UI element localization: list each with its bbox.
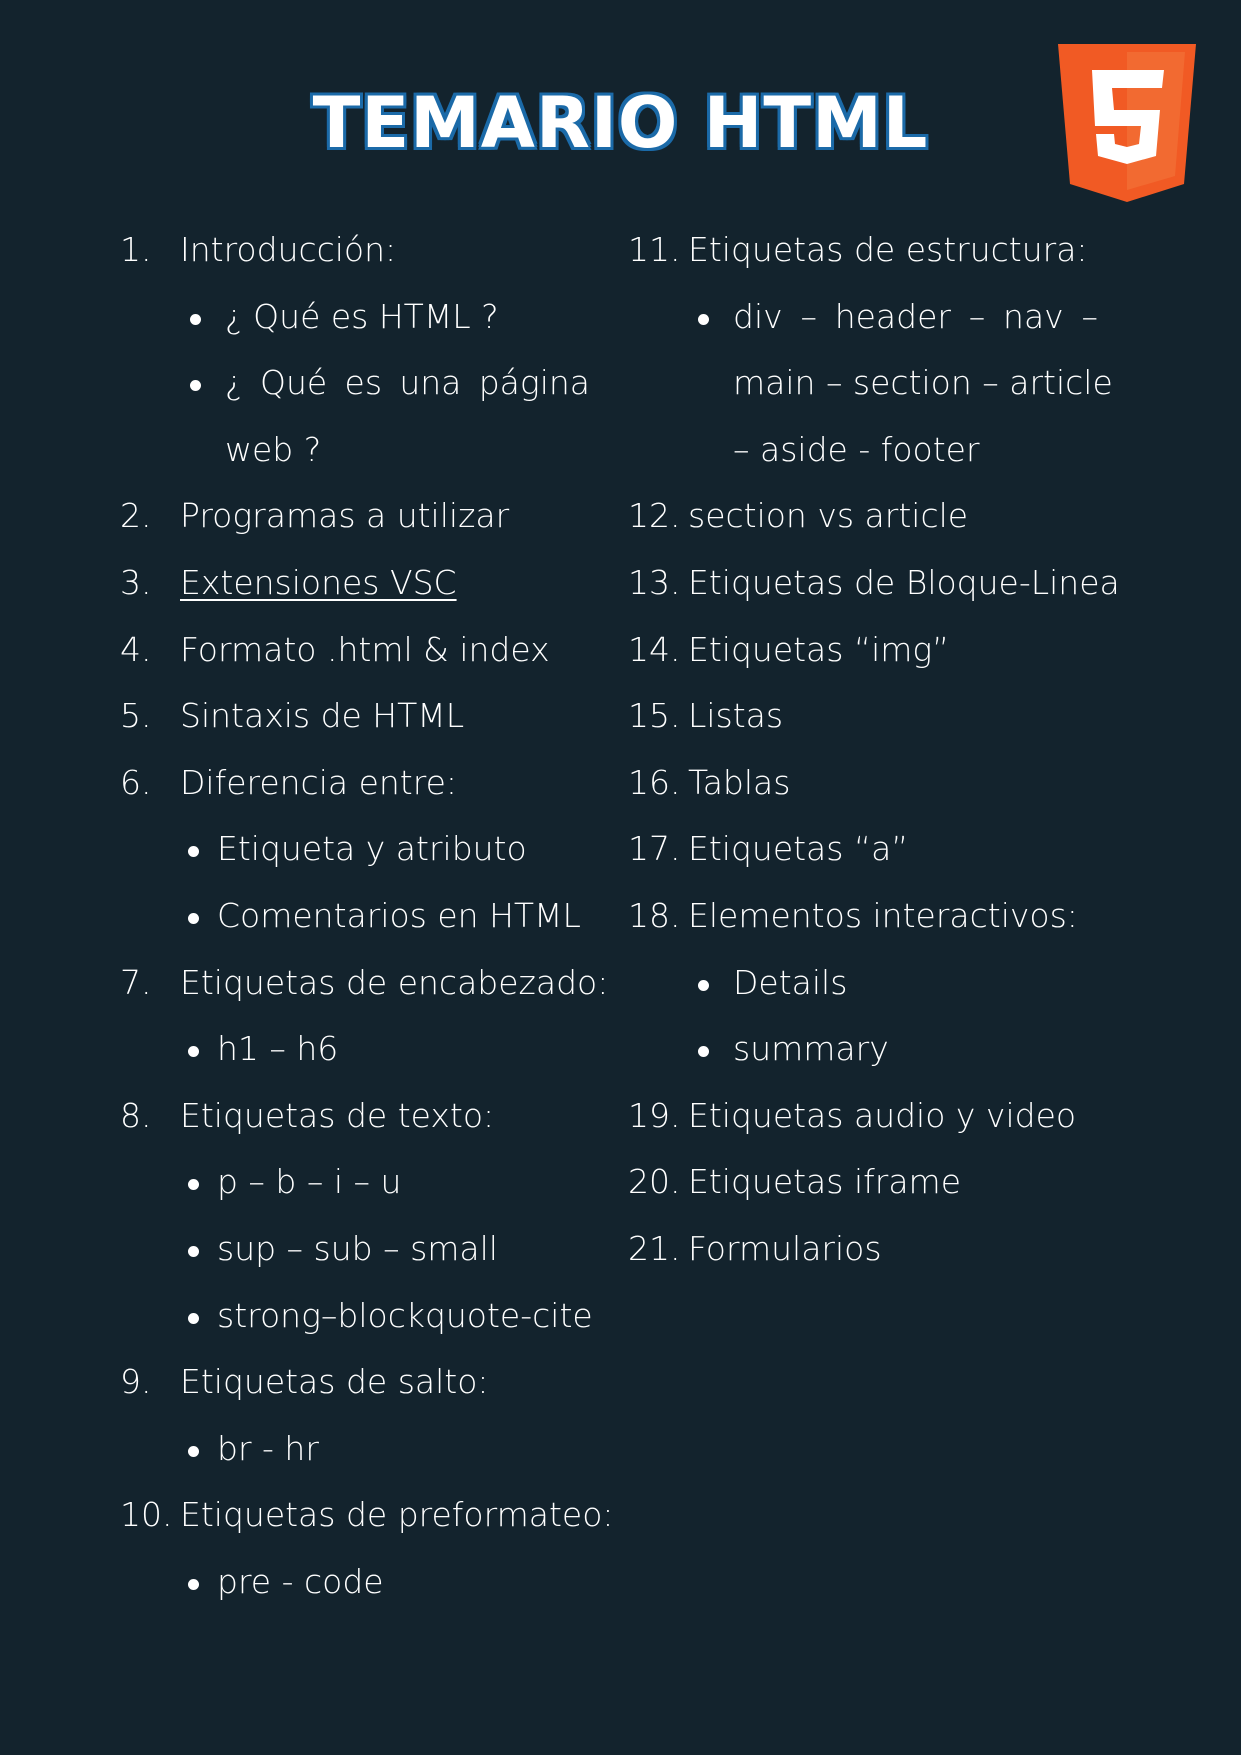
item-label: Tablas — [688, 762, 791, 802]
sub-item — [120, 819, 590, 886]
bullet-icon — [698, 980, 709, 991]
item-number: 7. — [120, 962, 152, 1002]
item-label: Etiquetas de preformateo: — [180, 1495, 614, 1535]
list-item — [628, 486, 1098, 553]
list-item — [120, 553, 590, 620]
list-item — [628, 1152, 1098, 1219]
list-item — [628, 220, 1098, 287]
page-title: TEMARIO HTML — [312, 82, 929, 164]
list-item — [120, 1086, 590, 1153]
bullet-icon — [190, 314, 201, 325]
bullet-icon — [188, 913, 199, 924]
sub-item — [120, 1019, 590, 1086]
item-label: section vs article — [688, 496, 969, 536]
item-label: Details — [733, 962, 848, 1002]
list-item — [120, 953, 609, 1020]
list-item — [120, 220, 590, 287]
item-label: Elementos interactivos: — [688, 895, 1078, 935]
item-number: 14. — [628, 629, 681, 669]
item-label: Formularios — [688, 1228, 882, 1268]
item-label: Etiquetas de salto: — [180, 1362, 489, 1402]
item-number: 5. — [120, 696, 152, 736]
item-label: Etiquetas de encabezado: — [180, 962, 609, 1002]
html5-logo-icon — [1058, 44, 1196, 202]
item-label: sup – sub – small — [217, 1228, 498, 1268]
item-label: br - hr — [217, 1428, 319, 1468]
sub-item — [120, 1152, 590, 1219]
item-number: 16. — [628, 762, 681, 802]
list-item — [120, 686, 590, 753]
item-number: 21. — [628, 1228, 681, 1268]
list-item — [628, 1086, 1098, 1153]
sub-item — [628, 1019, 1098, 1086]
item-label: Introducción: — [180, 230, 397, 269]
item-label: web ? — [225, 429, 322, 469]
list-item — [120, 1485, 614, 1552]
item-number: 2. — [120, 496, 152, 536]
item-label: Etiquetas “img” — [688, 629, 950, 669]
list-item — [120, 620, 590, 687]
sub-item — [628, 287, 1098, 354]
item-label: strong–blockquote-cite — [217, 1295, 593, 1335]
item-number: 17. — [628, 829, 681, 869]
item-number: 20. — [628, 1162, 681, 1202]
sub-item — [120, 353, 590, 420]
item-number: 12. — [628, 496, 681, 536]
item-label: Formato .html & index — [180, 629, 550, 669]
list-item — [628, 886, 1098, 953]
item-number: 1. — [120, 230, 152, 269]
item-label: Comentarios en HTML — [217, 895, 581, 935]
sub-item — [120, 1419, 590, 1486]
sub-item — [120, 1286, 593, 1353]
list-item — [120, 486, 590, 553]
item-number: 3. — [120, 562, 152, 602]
bullet-icon — [188, 1446, 199, 1457]
list-item — [120, 1352, 590, 1419]
item-number: 19. — [628, 1095, 681, 1135]
list-item — [628, 1219, 1098, 1286]
list-item — [628, 553, 1120, 620]
item-label: main – section – article — [733, 363, 1113, 403]
item-label: summary — [733, 1029, 889, 1069]
extensiones-vsc-link[interactable]: Extensiones VSC — [180, 562, 457, 602]
item-label: Diferencia entre: — [180, 762, 458, 802]
item-label: Etiquetas iframe — [688, 1162, 961, 1202]
sub-item — [120, 1552, 590, 1619]
list-item — [628, 620, 1098, 687]
item-number: 8. — [120, 1095, 152, 1135]
item-number: 11. — [628, 230, 681, 269]
list-item — [628, 753, 1098, 820]
item-label: Programas a utilizar — [180, 496, 510, 536]
item-label: Etiquetas “a” — [688, 829, 909, 869]
bullet-icon — [188, 846, 199, 857]
bullet-icon — [188, 1246, 199, 1257]
sub-item-continuation — [628, 420, 1098, 487]
item-label: ¿ Qué es una página — [225, 363, 590, 403]
item-number: 13. — [628, 562, 681, 602]
bullet-icon — [188, 1046, 199, 1057]
item-label: Sintaxis de HTML — [180, 696, 465, 736]
item-label: h1 – h6 — [217, 1029, 339, 1069]
item-label: – aside - footer — [733, 429, 980, 469]
topics-list-right — [628, 220, 1120, 1286]
bullet-icon — [188, 1313, 199, 1324]
item-label: div – header – nav – — [733, 296, 1098, 336]
item-label: Etiqueta y atributo — [217, 829, 527, 869]
item-number: 9. — [120, 1362, 152, 1402]
item-number: 10. — [120, 1495, 173, 1535]
sub-item — [120, 287, 590, 354]
item-label: pre - code — [217, 1561, 384, 1601]
item-label: Etiquetas de Bloque-Linea — [688, 562, 1120, 602]
sub-item — [120, 886, 590, 953]
list-item — [628, 686, 1098, 753]
item-label: ¿ Qué es HTML ? — [225, 296, 499, 336]
sub-item — [628, 953, 1098, 1020]
item-number: 4. — [120, 629, 152, 669]
sub-item-continuation — [628, 353, 1113, 420]
bullet-icon — [188, 1179, 199, 1190]
item-label: p – b – i – u — [217, 1162, 402, 1202]
item-number: 18. — [628, 895, 681, 935]
item-label: Etiquetas audio y video — [688, 1095, 1077, 1135]
topics-list-left — [120, 220, 614, 1618]
item-number: 6. — [120, 762, 152, 802]
bullet-icon — [698, 314, 709, 325]
bullet-icon — [188, 1579, 199, 1590]
list-item — [120, 753, 590, 820]
sub-item-continuation — [120, 420, 590, 487]
item-number: 15. — [628, 696, 681, 736]
list-item — [628, 819, 1098, 886]
item-label: Etiquetas de estructura: — [688, 230, 1088, 269]
item-label: Etiquetas de texto: — [180, 1095, 495, 1135]
bullet-icon — [190, 380, 201, 391]
bullet-icon — [698, 1046, 709, 1057]
sub-item — [120, 1219, 590, 1286]
item-label: Listas — [688, 696, 784, 736]
